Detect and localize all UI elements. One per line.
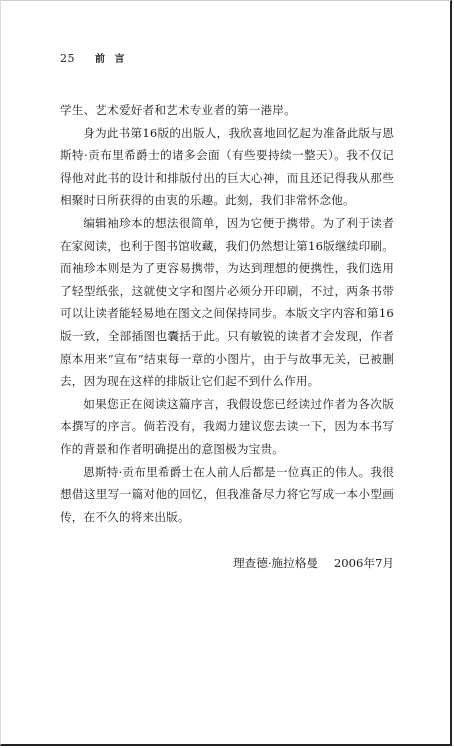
paragraph: 恩斯特·贡布里希爵士在人前人后都是一位真正的伟人。我很想借这里写一篇对他的回忆，但我准备尽力将它写成一本小型画传，在不久的将来出版。 xyxy=(60,464,394,524)
paragraph-continuation: 学生、艺术爱好者和艺术专业者的第一港岸。 xyxy=(60,103,296,117)
paragraph: 如果您正在阅读这篇序言，我假设您已经读过作者为各次版本撰写的序言。倘若没有，我竭力建议您去读一下，因为本书写作的背景和作者明确提出的意图极为宝贵。 xyxy=(60,396,394,456)
section-title: 前 言 xyxy=(95,54,128,65)
signature-date: 2006年7月 xyxy=(333,556,394,570)
running-head xyxy=(60,52,127,67)
paragraph: 编辑袖珍本的想法很简单，因为它便于携带。为了利于读者在家阅读，也利于图书馆收藏，我们仍然想让第16版继续印刷。而袖珍本则是为了更容易携带，为达到理想的便携性，我们选用了轻型纸张，这就使文字和图片必须分开印刷，不过，两条书带可以让读者能轻易地在图文之间保持同步。本版文字内容和第16版一致，全部插图也囊括于此。只有敏锐的读者才会发现，作者原本用来“宣布”结束每一章的小图片，由于与故事无关，已被删去，因为现在这样的排版让它们起不到什么作用。 xyxy=(60,215,394,389)
body-text xyxy=(60,99,394,528)
signature-name: 理查德·施拉格曼 xyxy=(233,556,318,570)
signature xyxy=(60,552,394,574)
paragraph: 身为此书第16版的出版人，我欣喜地回忆起为准备此版与恩斯特·贡布里希爵士的诸多会面（有些要持续一整天）。我不仅记得他对此书的设计和排版付出的巨大心神，而且还记得我从那些相聚时日所获得的由衷的乐趣。此刻，我们非常怀念他。 xyxy=(60,125,394,208)
page-number: 25 xyxy=(60,52,75,65)
